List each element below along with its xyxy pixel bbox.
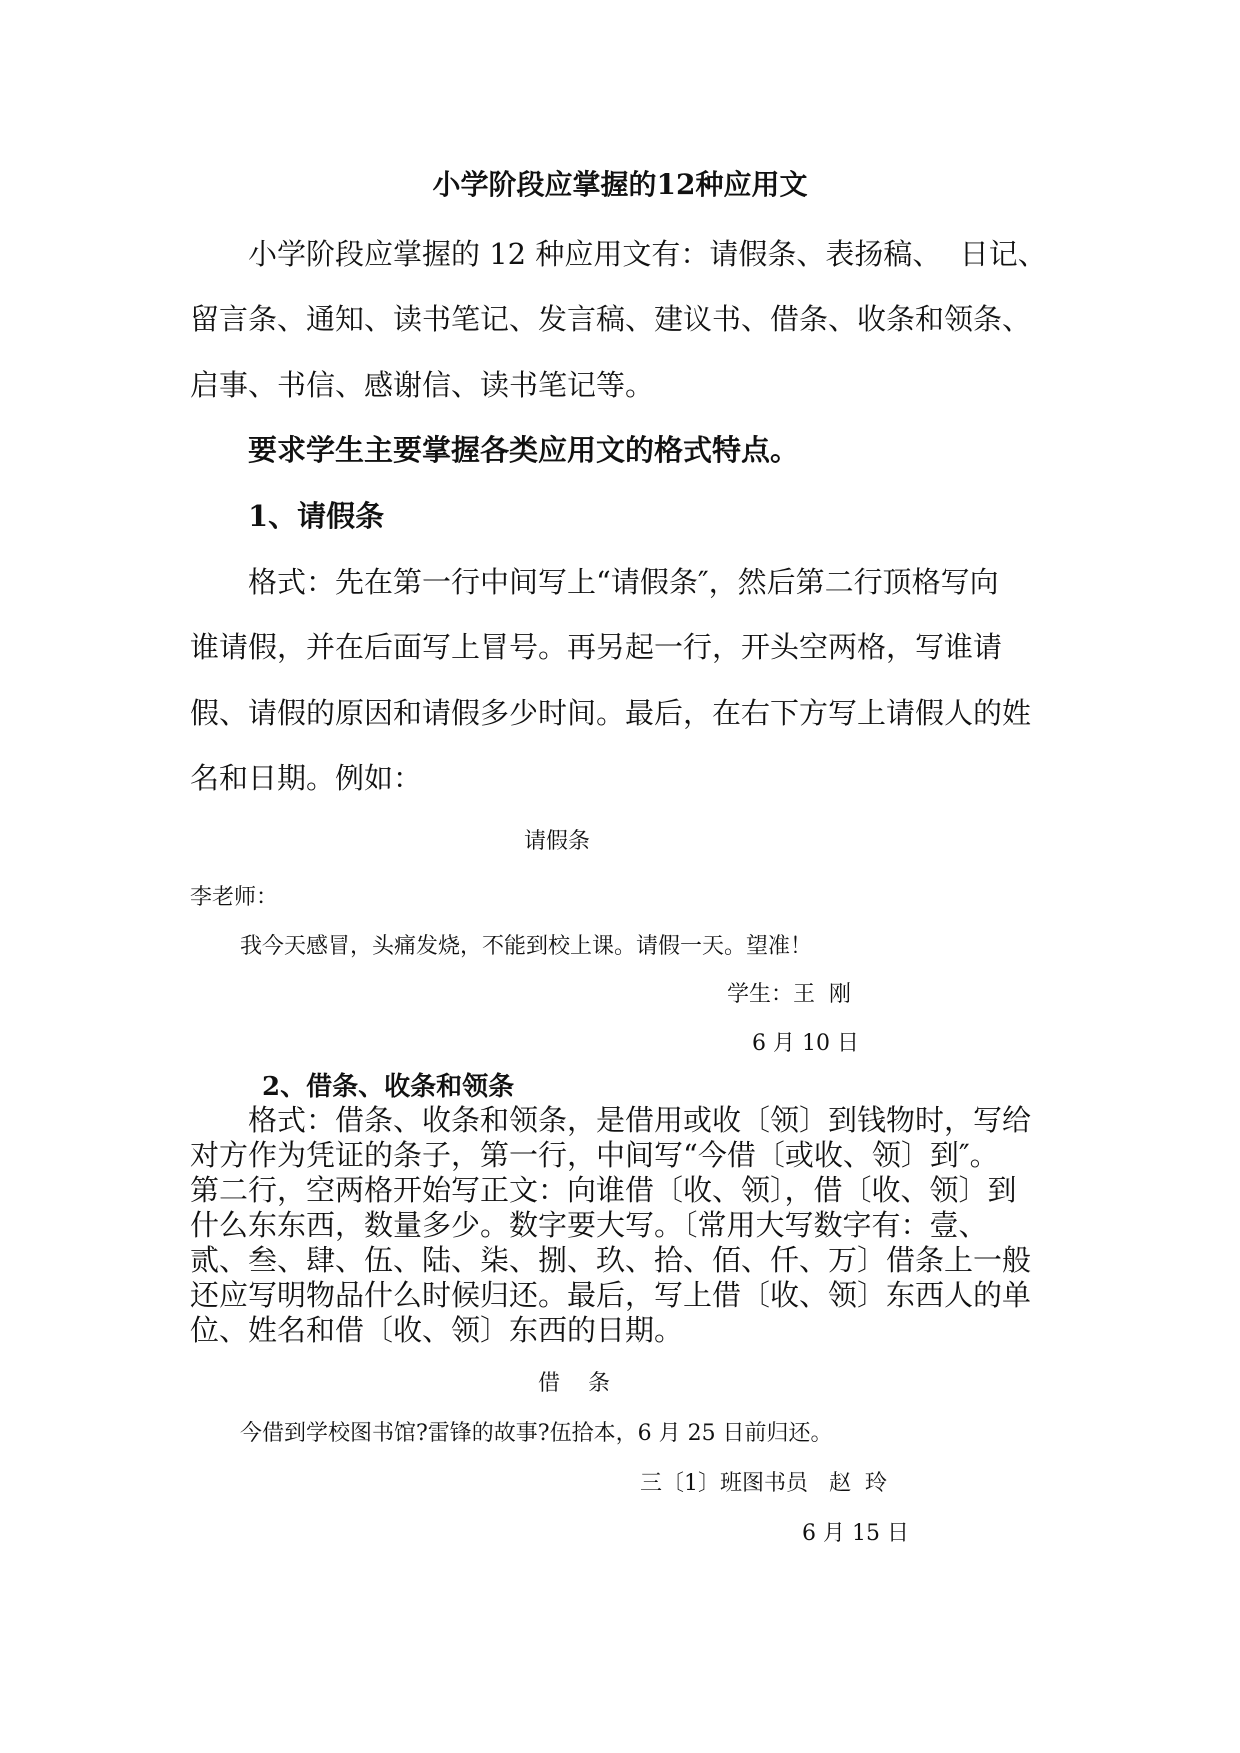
section-1-body-line: 谁请假，并在后面写上冒号。再另起一行，开头空两格，写谁请 <box>190 630 1003 664</box>
section-2-heading: 2、借条、收条和领条 <box>262 1072 515 1102</box>
leave-note-salutation: 李老师： <box>190 885 279 910</box>
section-1-body-line: 假、请假的原因和请假多少时间。最后，在右下方写上请假人的姓 <box>190 696 1032 730</box>
page-title: 小学阶段应掌握的12种应用文 <box>432 168 808 201</box>
iou-note-date: 6 月 15 日 <box>802 1521 909 1546</box>
section-2-body-line: 格式：借条、收条和领条，是借用或收〔领〕到钱物时，写给 <box>248 1103 1032 1137</box>
section-2-body-line: 位、姓名和借〔收、领〕东西的日期。 <box>190 1313 684 1347</box>
leave-note-title: 请假条 <box>524 829 591 854</box>
section-2-body-line: 还应写明物品什么时候归还。最后，写上借〔收、领〕东西人的单 <box>190 1278 1032 1312</box>
iou-note-content: 今借到学校图书馆?雷锋的故事?伍拾本，6 月 25 日前归还。 <box>240 1421 833 1446</box>
iou-note-signature: 三〔1〕班图书员 赵 玲 <box>640 1471 887 1496</box>
section-1-body-line: 名和日期。例如： <box>190 761 423 795</box>
intro-line-1: 小学阶段应掌握的 12 种应用文有：请假条、表扬稿、 日记、 <box>248 237 1047 271</box>
requirement-text: 要求学生主要掌握各类应用文的格式特点。 <box>248 433 800 467</box>
section-2-body-line: 对方作为凭证的条子，第一行，中间写“今借〔或收、领〕到″。 <box>190 1138 999 1172</box>
section-2-body-line: 贰、叁、肆、伍、陆、柒、捌、玖、拾、佰、仟、万〕借条上一般 <box>190 1243 1032 1277</box>
leave-note-content: 我今天感冒，头痛发烧，不能到校上课。请假一天。望准！ <box>240 934 813 959</box>
section-1-body-line: 格式：先在第一行中间写上“请假条″，然后第二行顶格写向 <box>248 565 999 599</box>
section-1-heading: 1、请假条 <box>248 499 385 533</box>
iou-note-title: 借 条 <box>538 1371 610 1396</box>
leave-note-date: 6 月 10 日 <box>752 1031 859 1056</box>
intro-line-2: 留言条、通知、读书笔记、发言稿、建议书、借条、收条和领条、 <box>190 302 1032 336</box>
intro-line-3: 启事、书信、感谢信、读书笔记等。 <box>190 368 655 402</box>
section-2-body-line: 什么东东西，数量多少。数字要大写。〔常用大写数字有：壹、 <box>190 1208 988 1242</box>
section-2-body-line: 第二行，空两格开始写正文：向谁借〔收、领〕，借〔收、领〕到 <box>190 1173 1017 1207</box>
leave-note-signature: 学生：王 刚 <box>727 982 851 1007</box>
